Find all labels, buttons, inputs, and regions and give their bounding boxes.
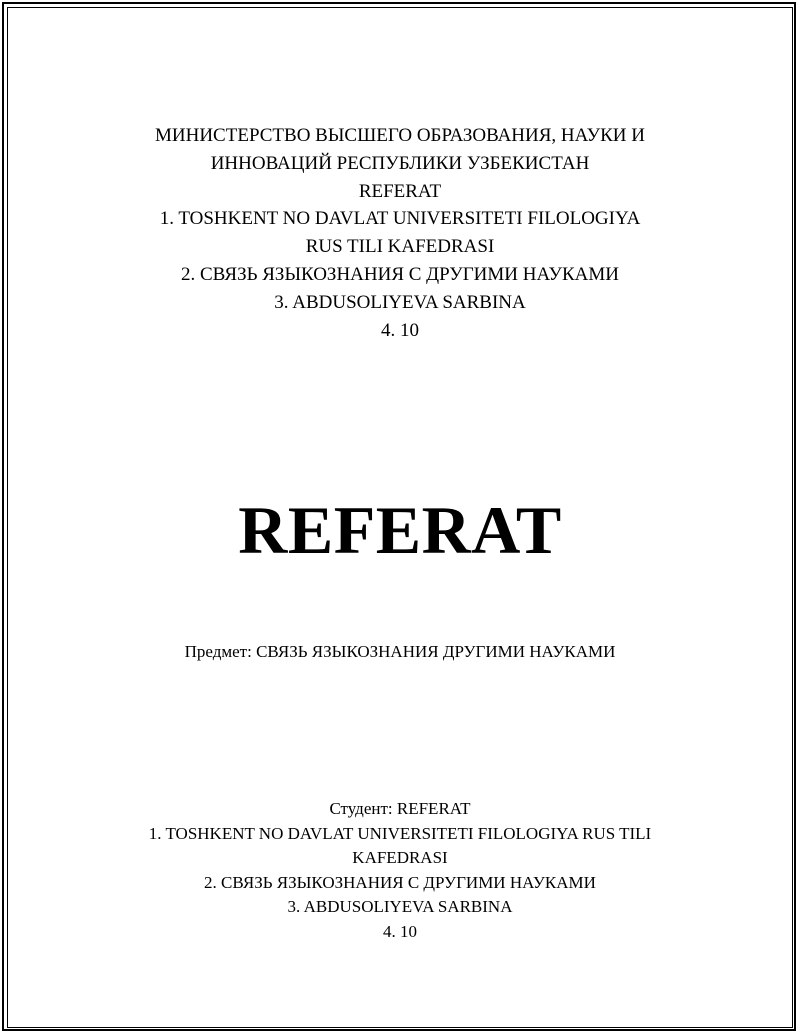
header-line-number: 4. 10	[381, 319, 419, 341]
header-line-ministry-2: ИННОВАЦИЙ РЕСПУБЛИКИ УЗБЕКИСТАН	[210, 152, 590, 174]
student-line-author: 3. ABDUSOLIYEVA SARBINA	[287, 897, 513, 916]
student-block	[0, 797, 800, 944]
student-line-university-2: KAFEDRASI	[352, 848, 448, 867]
header-line-university-1: 1. TOSHKENT NO DAVLAT UNIVERSITETI FILOLOGIYA	[159, 208, 641, 230]
student-line-number: 4. 10	[383, 921, 417, 941]
header-line-ministry-1: МИНИСТЕРСТВО ВЫСШЕГО ОБРАЗОВАНИЯ, НАУКИ И	[155, 125, 645, 146]
student-line-label: Студент: REFERAT	[329, 799, 471, 818]
header-line-university-2: RUS TILI KAFEDRASI	[305, 236, 495, 258]
student-line-topic: 2. СВЯЗЬ ЯЗЫКОЗНАНИЯ С ДРУГИМИ НАУКАМИ	[204, 872, 596, 892]
header-line-topic: 2. СВЯЗЬ ЯЗЫКОЗНАНИЯ С ДРУГИМИ НАУКАМИ	[181, 263, 619, 285]
header-line-referat: REFERAT	[358, 180, 442, 202]
header-line-author: 3. ABDUSOLIYEVA SARBINA	[274, 291, 526, 313]
subject-line: Предмет: СВЯЗЬ ЯЗЫКОЗНАНИЯ ДРУГИМИ НАУКАМИ	[184, 642, 616, 661]
student-line-university-1: 1. TOSHKENT NO DAVLAT UNIVERSITETI FILOLOGIYA RUS TILI	[148, 823, 652, 843]
header-block	[0, 122, 800, 344]
document-title: REFERAT	[238, 492, 562, 568]
